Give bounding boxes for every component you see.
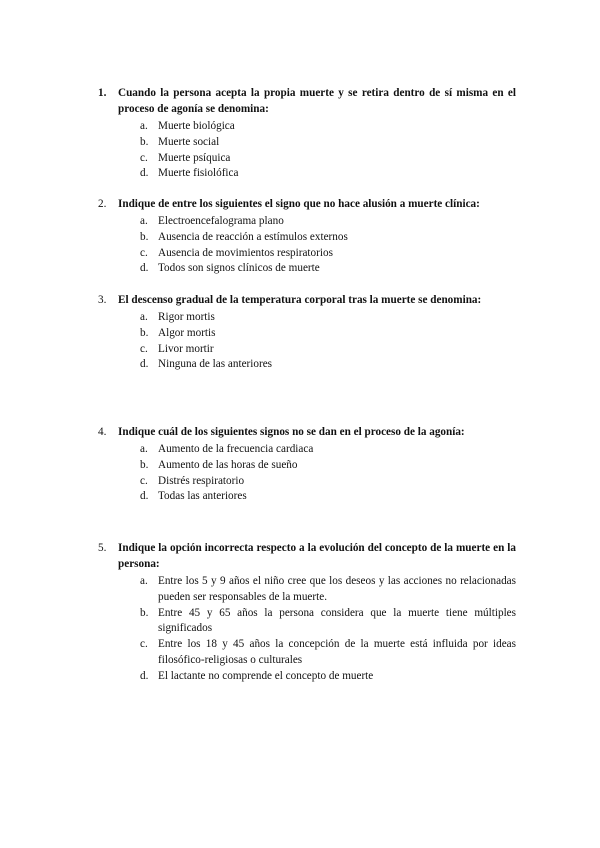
options-list — [140, 310, 516, 373]
option-text: Electroencefalograma plano — [158, 215, 284, 227]
option-letter: c. — [140, 474, 148, 487]
option-text: Entre 45 y 65 años la persona considera que la muerte tiene múltiples significados — [158, 606, 516, 635]
option-text: Todos son signos clínicos de muerte — [158, 262, 320, 275]
option-text: Aumento de las horas de sueño — [158, 458, 298, 471]
option-letter: d. — [140, 490, 149, 503]
question-5 — [98, 540, 516, 685]
question-number: 4. — [98, 426, 107, 438]
option-c — [140, 637, 516, 669]
option-letter: b. — [140, 458, 149, 471]
question-text: El descenso gradual de la temperatura corporal tras la muerte se denomina: — [118, 294, 482, 306]
options-list — [140, 119, 516, 182]
question-3 — [98, 292, 516, 373]
option-c — [140, 246, 516, 262]
option-letter: a. — [140, 575, 148, 587]
option-b — [140, 230, 516, 246]
question-text: Indique de entre los siguientes el signo que no hace alusión a muerte clínica: — [118, 198, 480, 210]
option-letter: a. — [140, 215, 148, 227]
option-letter: c. — [140, 342, 148, 355]
option-letter: b. — [140, 135, 149, 148]
option-a — [140, 214, 516, 230]
option-text: Algor mortis — [158, 326, 216, 339]
option-letter: a. — [140, 443, 148, 455]
option-letter: b. — [140, 606, 149, 619]
option-text: Ausencia de movimientos respiratorios — [158, 246, 333, 259]
option-a — [140, 574, 516, 606]
question-header — [98, 292, 516, 308]
question-number: 5. — [98, 542, 107, 554]
option-letter: c. — [140, 638, 148, 651]
question-text: Indique la opción incorrecta respecto a la evolución del concepto de la muerte en la persona: — [118, 542, 516, 570]
options-list — [140, 574, 516, 685]
option-d — [140, 357, 516, 373]
option-letter: a. — [140, 311, 148, 323]
option-d — [140, 489, 516, 505]
question-header — [98, 85, 516, 117]
question-number: 1. — [98, 87, 107, 99]
question-header — [98, 540, 516, 572]
option-letter: b. — [140, 326, 149, 339]
option-text: Muerte biológica — [158, 120, 235, 132]
question-2 — [98, 196, 516, 277]
option-letter: d. — [140, 167, 149, 180]
question-text: Cuando la persona acepta la propia muerte y se retira dentro de sí misma en el proceso de agonía se denomina: — [118, 87, 516, 115]
option-text: Livor mortir — [158, 342, 214, 355]
option-b — [140, 326, 516, 342]
question-number: 2. — [98, 198, 107, 210]
option-a — [140, 442, 516, 458]
option-text: El lactante no comprende el concepto de muerte — [158, 669, 374, 682]
option-b — [140, 135, 516, 151]
option-letter: b. — [140, 230, 149, 243]
option-a — [140, 310, 516, 326]
option-d — [140, 166, 516, 182]
option-letter: c. — [140, 246, 148, 259]
option-b — [140, 458, 516, 474]
question-header — [98, 424, 516, 440]
option-text: Ninguna de las anteriores — [158, 358, 273, 371]
option-letter: c. — [140, 151, 148, 164]
options-list — [140, 214, 516, 277]
option-d — [140, 261, 516, 277]
option-text: Todas las anteriores — [158, 490, 247, 503]
option-c — [140, 342, 516, 358]
option-text: Entre los 5 y 9 años el niño cree que los deseos y las acciones no relacionadas pueden ser responsables de la muerte. — [158, 575, 516, 603]
option-letter: d. — [140, 669, 149, 682]
option-a — [140, 119, 516, 135]
option-letter: d. — [140, 358, 149, 371]
question-text: Indique cuál de los siguientes signos no se dan en el proceso de la agonía: — [118, 426, 465, 438]
option-text: Ausencia de reacción a estímulos externos — [158, 230, 348, 243]
option-text: Distrés respiratorio — [158, 474, 245, 487]
option-text: Muerte fisiolófica — [158, 167, 239, 180]
option-b — [140, 606, 516, 638]
option-text: Aumento de la frecuencia cardiaca — [158, 443, 314, 455]
option-text: Entre los 18 y 45 años la concepción de la muerte está influida por ideas filosófico-religiosas o culturales — [158, 638, 516, 666]
question-number: 3. — [98, 294, 107, 306]
option-c — [140, 151, 516, 167]
question-4 — [98, 424, 516, 505]
option-text: Rigor mortis — [158, 311, 215, 323]
option-d — [140, 669, 516, 685]
options-list — [140, 442, 516, 505]
question-header — [98, 196, 516, 212]
option-letter: d. — [140, 262, 149, 275]
question-1 — [98, 85, 516, 182]
option-letter: a. — [140, 120, 148, 132]
option-c — [140, 474, 516, 490]
option-text: Muerte psíquica — [158, 151, 231, 164]
option-text: Muerte social — [158, 135, 220, 148]
